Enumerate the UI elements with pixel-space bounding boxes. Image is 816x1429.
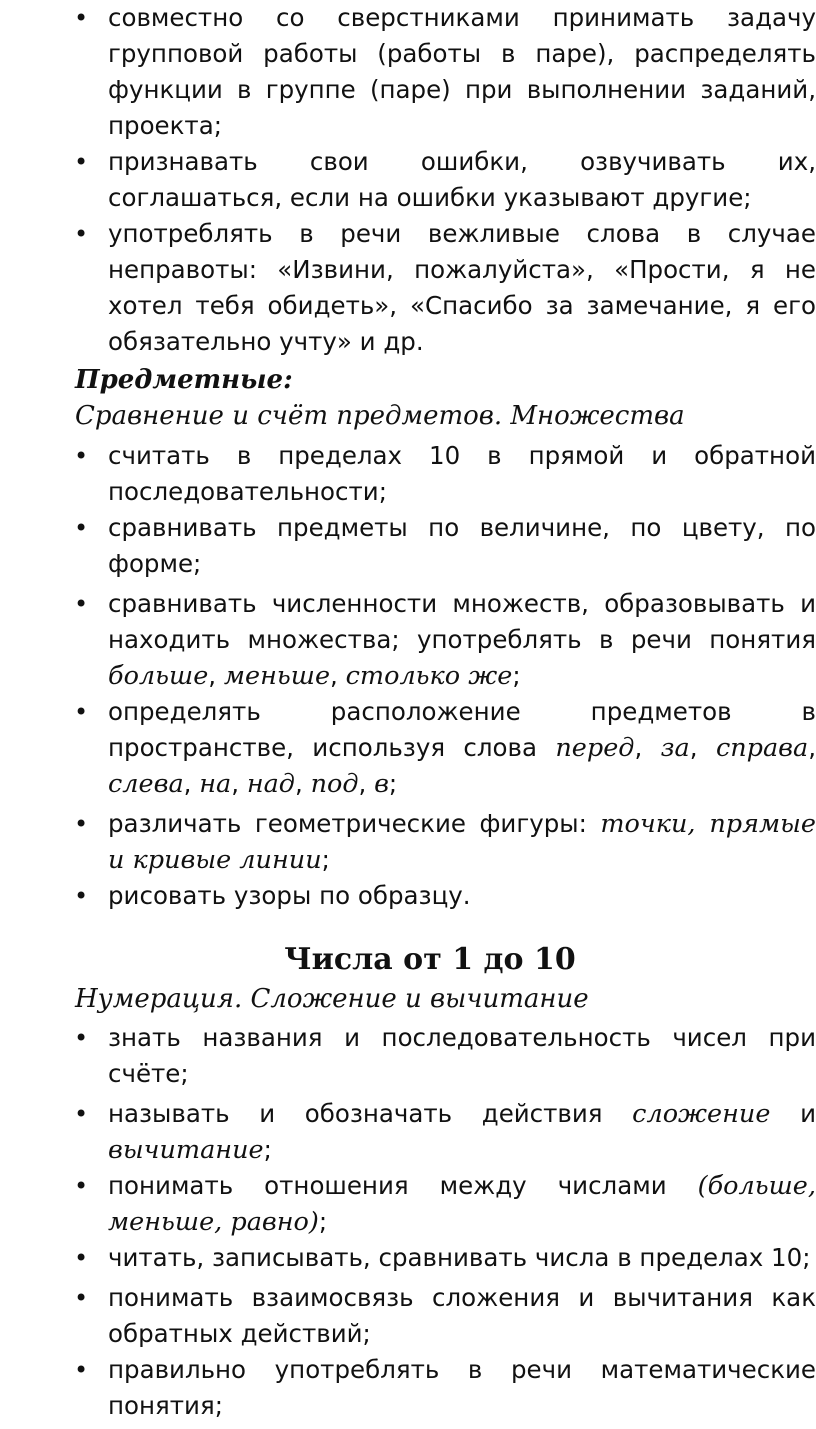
text-run: , [183, 769, 200, 798]
list-item [0, 0, 816, 144]
text-run: , [689, 733, 716, 762]
numeration-skills-list [0, 1020, 816, 1424]
text-run: ; [321, 845, 330, 874]
bullet: • [74, 148, 89, 176]
list-item [0, 1168, 816, 1240]
term-under: под [310, 769, 359, 799]
text-run: ; [318, 1207, 328, 1236]
text-run: , [231, 769, 247, 798]
bullet: • [74, 1284, 89, 1312]
term-left: слева [108, 769, 184, 799]
text-run: , [208, 661, 224, 690]
text-run: , [634, 733, 661, 762]
list-item [0, 510, 816, 582]
text-run: различать геометрические фигуры: [108, 809, 601, 838]
term-before: перед [555, 733, 635, 763]
list-item-text: читать, записывать, сравнивать числа в пределах 10; [108, 1243, 811, 1272]
list-item [0, 806, 816, 878]
text-run: , [330, 661, 346, 690]
term-same: столько же [345, 661, 513, 691]
list-item-text: употреблять в речи вежливые слова в случае неправоты: «Извини, пожалуйста», «Прости, я не хотел тебя обидеть», «Спасибо за замечание, я его обязательно учту» и др. [108, 219, 816, 356]
list-item-text [108, 694, 816, 802]
text-run: , [294, 769, 311, 798]
text-run: , [358, 769, 375, 798]
text-run: , [808, 733, 816, 762]
list-item-text [108, 1168, 816, 1240]
bullet: • [74, 1356, 89, 1384]
term-less: меньше [223, 661, 331, 691]
bullet: • [74, 882, 89, 910]
list-item-text: признавать свои ошибки, озвучивать их, соглашаться, если на ошибки указывают другие; [108, 147, 816, 212]
bullet: • [74, 1100, 89, 1128]
text-run: ; [388, 769, 398, 798]
term-above: над [246, 769, 295, 799]
list-item [0, 694, 816, 802]
list-item [0, 1096, 816, 1168]
bullet: • [74, 1244, 89, 1272]
list-item [0, 586, 816, 694]
section-heading-comparison: Сравнение и счёт предметов. Множества [75, 401, 685, 431]
list-item-text: знать названия и последовательность чисел при счёте; [108, 1023, 816, 1088]
list-item [0, 1240, 816, 1276]
text-run: определять расположение предметов в пространстве, используя слова [108, 697, 816, 762]
list-item-text [108, 1096, 816, 1168]
term-subtraction: вычитание [108, 1135, 264, 1165]
bullet: • [74, 590, 89, 618]
bullet: • [74, 1172, 89, 1200]
term-right: справа [715, 733, 809, 763]
list-item-text: понимать взаимосвязь сложения и вычитания как обратных действий; [108, 1283, 816, 1348]
list-item-text [108, 586, 816, 694]
text-run: ; [512, 661, 521, 690]
numbers-section-title: Числа от 1 до 10 [284, 942, 576, 977]
list-item-text [108, 806, 816, 878]
subject-results-heading: Предметные: [75, 365, 293, 395]
text-run: понимать отношения между числами [108, 1171, 698, 1200]
text-run: ; [263, 1135, 272, 1164]
bullet: • [74, 442, 89, 470]
bullet: • [74, 698, 89, 726]
text-run: называть и обозначать действия [108, 1099, 633, 1128]
bullet: • [74, 514, 89, 542]
list-item [0, 1280, 816, 1352]
list-item-text: совместно со сверстниками принимать задачу групповой работы (работы в паре), распределять функции в группе (паре) при выполнении заданий, проекта; [108, 3, 816, 140]
term-behind: за [660, 733, 690, 763]
list-item-text: сравнивать предметы по величине, по цвету, по форме; [108, 513, 816, 578]
term-addition: сложение [632, 1099, 771, 1129]
list-item [0, 1020, 816, 1092]
term-in: в [374, 769, 389, 799]
bullet: • [74, 1024, 89, 1052]
bullet: • [74, 4, 89, 32]
list-item [0, 438, 816, 510]
list-item-text: рисовать узоры по образцу. [108, 881, 471, 910]
list-item [0, 216, 816, 360]
term-shapes: точки, прямые и кривые линии [108, 809, 816, 875]
list-item [0, 878, 816, 914]
list-item-text: правильно употреблять в речи математические понятия; [108, 1355, 816, 1420]
comparison-skills-list [0, 438, 816, 914]
bullet: • [74, 810, 89, 838]
bullet: • [74, 220, 89, 248]
section-heading-numeration: Нумерация. Сложение и вычитание [75, 984, 589, 1014]
term-relations: (больше, меньше, равно) [108, 1171, 816, 1237]
list-item [0, 144, 816, 216]
text-run: и [770, 1099, 816, 1128]
communicative-skills-list [0, 0, 816, 360]
term-more: больше [108, 661, 209, 691]
text-run: сравнивать численности множеств, образовывать и находить множества; употреблять в речи понятия [108, 589, 816, 654]
list-item [0, 1352, 816, 1424]
list-item-text: считать в пределах 10 в прямой и обратной последовательности; [108, 441, 816, 506]
term-on: на [199, 769, 232, 799]
